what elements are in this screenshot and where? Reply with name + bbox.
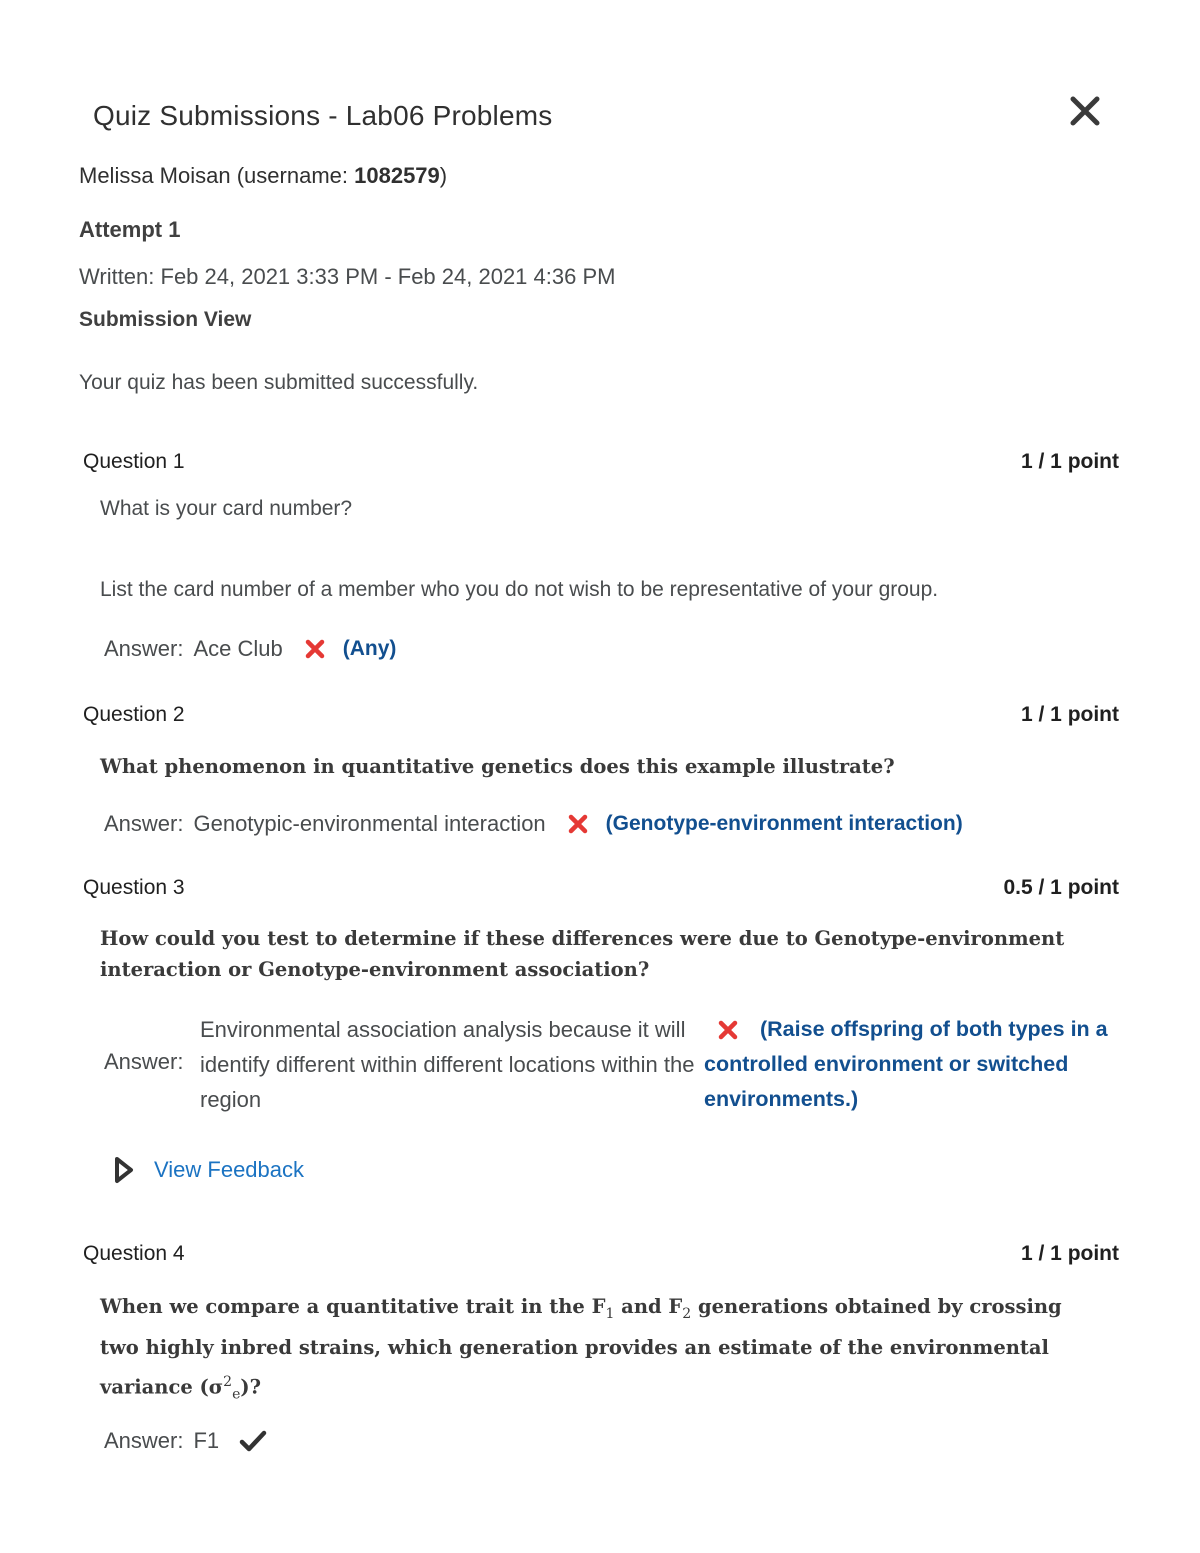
score-value: 1 — [1020, 450, 1033, 473]
question-1-header — [83, 450, 1119, 474]
view-feedback-toggle[interactable] — [112, 1155, 304, 1185]
correct-answer: (Genotype-environment interaction) — [605, 812, 963, 835]
submission-view-label: Submission View — [79, 308, 252, 331]
student-name: Melissa Moisan — [79, 163, 231, 188]
question-1-answer — [104, 636, 396, 662]
username-suffix: ) — [439, 163, 448, 188]
expand-arrow-icon — [112, 1155, 136, 1185]
question-2-text: What phenomenon in quantitative genetics does this example illustrate? — [100, 755, 895, 778]
answer-label: Answer: — [104, 636, 184, 661]
answer-value: Environmental association analysis because it will identify different within different locations within the region — [200, 1017, 695, 1112]
username-prefix: (username: — [236, 163, 355, 188]
q4-sub-1: 1 — [605, 1305, 615, 1322]
score-value: 0.5 — [1003, 876, 1033, 899]
answer-value: Ace Club — [193, 636, 283, 661]
question-title: Question 1 — [83, 450, 185, 473]
answer-value: F1 — [193, 1428, 220, 1453]
question-title: Question 3 — [83, 876, 185, 899]
question-4-answer — [104, 1428, 267, 1454]
answer-label: Answer: — [104, 1049, 184, 1074]
q4-text-d: )? — [240, 1375, 262, 1399]
question-score — [1003, 876, 1119, 900]
q4-text-b: and F — [614, 1295, 683, 1318]
correct-answer: (Any) — [342, 637, 397, 660]
question-4-text — [100, 1290, 1075, 1411]
score-points: / 1 point — [1032, 450, 1119, 473]
page-title: Quiz Submissions - Lab06 Problems — [93, 100, 553, 131]
question-score — [1021, 450, 1119, 474]
answer-value: Genotypic-environmental interaction — [193, 811, 546, 836]
question-2-header — [83, 703, 1119, 727]
student-info — [79, 163, 447, 189]
question-score — [1021, 703, 1119, 727]
question-4-header — [83, 1242, 1119, 1266]
question-1-text: What is your card number? — [100, 497, 353, 520]
question-score — [1021, 1242, 1119, 1266]
answer-label: Answer: — [104, 1428, 184, 1453]
correct-answer: (Raise offspring of both types in a controlled environment or switched environments.) — [704, 1017, 1108, 1111]
incorrect-icon — [566, 812, 590, 836]
score-value: 1 — [1020, 1242, 1033, 1265]
close-icon[interactable] — [1066, 92, 1104, 130]
score-points: / 1 point — [1032, 876, 1119, 899]
score-points: / 1 point — [1032, 1242, 1119, 1265]
q4-text-a: When we compare a quantitative trait in the F — [100, 1295, 606, 1318]
incorrect-icon — [303, 637, 327, 661]
question-3-answer — [104, 1012, 1114, 1122]
attempt-label: Attempt 1 — [79, 217, 181, 242]
score-value: 1 — [1020, 703, 1033, 726]
question-title: Question 4 — [83, 1242, 185, 1265]
username: 1082579 — [354, 163, 440, 188]
view-feedback-link[interactable]: View Feedback — [154, 1157, 305, 1182]
answer-label: Answer: — [104, 811, 184, 836]
question-title: Question 2 — [83, 703, 185, 726]
q4-sub-3: e — [232, 1386, 241, 1403]
q4-text-c: generations obtained by crossing two highly inbred strains, which generation provides an estimate of the environmental variance (σ — [100, 1295, 1062, 1399]
question-3-header — [83, 876, 1119, 900]
q4-sup-1: 2 — [223, 1373, 233, 1390]
question-3-text: How could you test to determine if these differences were due to Genotype-environment interaction or Genotype-environment association? — [100, 927, 1065, 981]
score-points: / 1 point — [1032, 703, 1119, 726]
q4-sub-2: 2 — [682, 1305, 692, 1322]
checkmark-icon — [239, 1429, 267, 1453]
question-1-text-2: List the card number of a member who you do not wish to be representative of your group. — [100, 578, 939, 601]
question-2-answer — [104, 811, 963, 837]
status-message: Your quiz has been submitted successfully. — [79, 371, 479, 394]
written-time: Written: Feb 24, 2021 3:33 PM - Feb 24, 2021 4:36 PM — [79, 264, 616, 289]
